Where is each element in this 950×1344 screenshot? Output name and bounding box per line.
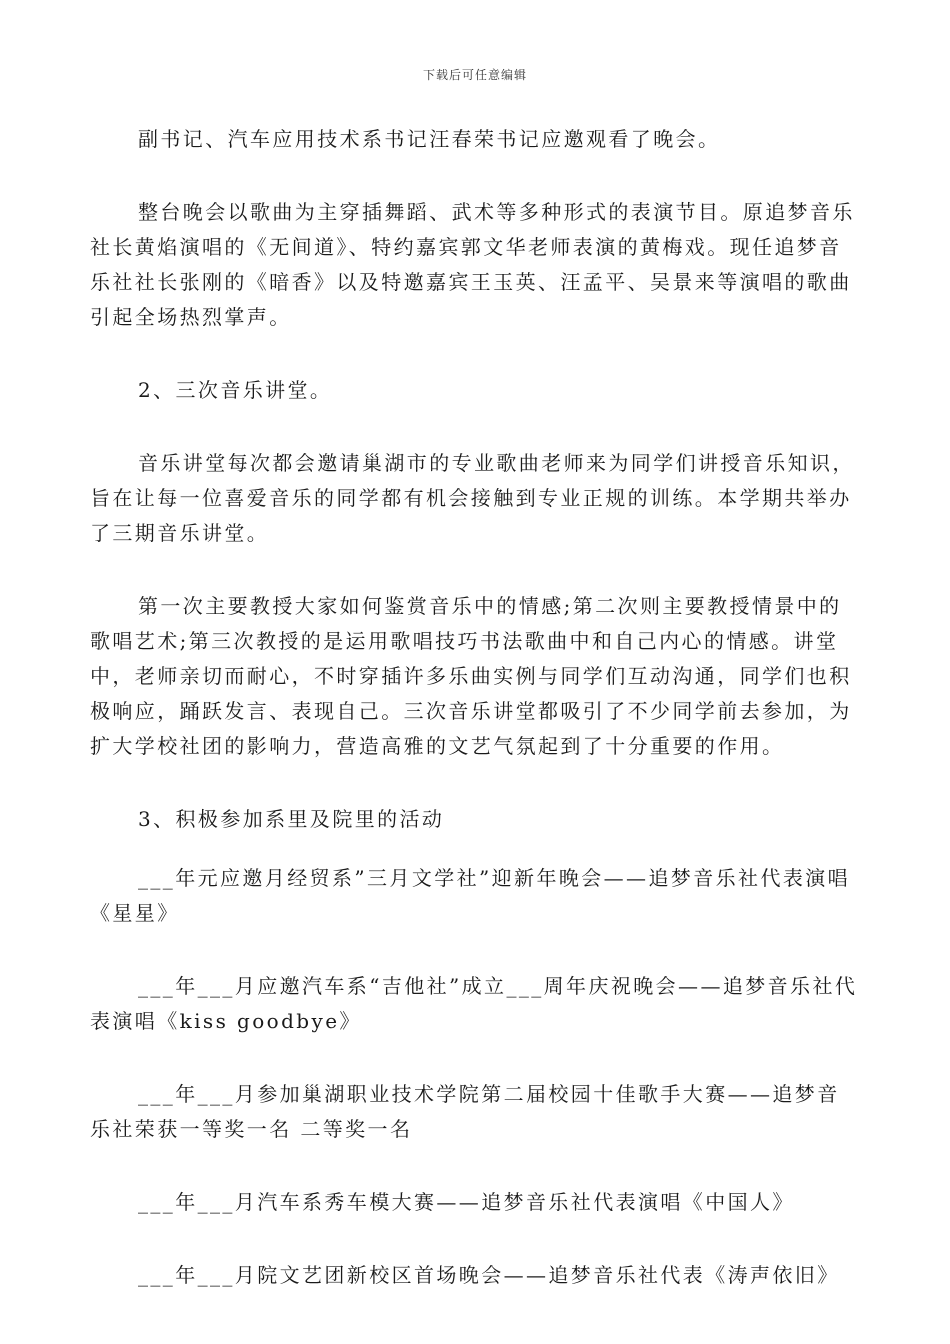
activity-item: ___年___月汽车系秀车模大赛——追梦音乐社代表演唱《中国人》 <box>138 1190 795 1214</box>
section-heading-activities: 3、积极参加系里及院里的活动 <box>138 807 445 831</box>
activity-item: ___年___月应邀汽车系“吉他社”成立___周年庆祝晚会——追梦音乐社代表演唱《kiss goodbye》 <box>90 974 858 1033</box>
paragraph-lecture-details: 第一次主要教授大家如何鉴赏音乐中的情感;第二次则主要教授情景中的歌唱艺术;第三次教授的是运用歌唱技巧书法歌曲中和自己内心的情感。讲堂中，老师亲切而耐心，不时穿插许多乐曲实例与同学们互动沟通，同学们也积极响应，踊跃发言、表现自己。三次音乐讲堂都吸引了不少同学前去参加，为扩大学校社团的影响力，营造高雅的文艺气氛起到了十分重要的作用。 <box>90 594 852 758</box>
activity-item: ___年___月院文艺团新校区首场晚会——追梦音乐社代表《涛声依旧》 <box>138 1263 840 1287</box>
header-note: 下载后可任意编辑 <box>422 68 527 82</box>
paragraph-lecture-intro: 音乐讲堂每次都会邀请巢湖市的专业歌曲老师来为同学们讲授音乐知识，旨在让每一位喜爱音乐的同学都有机会接触到专业正规的训练。本学期共举办了三期音乐讲堂。 <box>90 451 855 545</box>
paragraph-gala-program: 整台晚会以歌曲为主穿插舞蹈、武术等多种形式的表演节目。原追梦音乐社长黄焰演唱的《无间道》、特约嘉宾郭文华老师表演的黄梅戏。现任追梦音乐社社长张刚的《暗香》以及特邀嘉宾王玉英、汪孟平、吴景来等演唱的歌曲引起全场热烈掌声。 <box>90 200 855 329</box>
activity-item: ___年___月参加巢湖职业技术学院第二届校园十佳歌手大赛——追梦音乐社荣获一等奖一名 二等奖一名 <box>90 1082 840 1141</box>
document-body <box>90 122 860 1293</box>
paragraph-guest-list: 副书记、汽车应用技术系书记汪春荣书记应邀观看了晚会。 <box>138 127 721 151</box>
section-heading-music-lectures: 2、三次音乐讲堂。 <box>138 378 333 402</box>
activity-item: ___年元应邀月经贸系”三月文学社”迎新年晚会——追梦音乐社代表演唱《星星》 <box>90 866 851 925</box>
